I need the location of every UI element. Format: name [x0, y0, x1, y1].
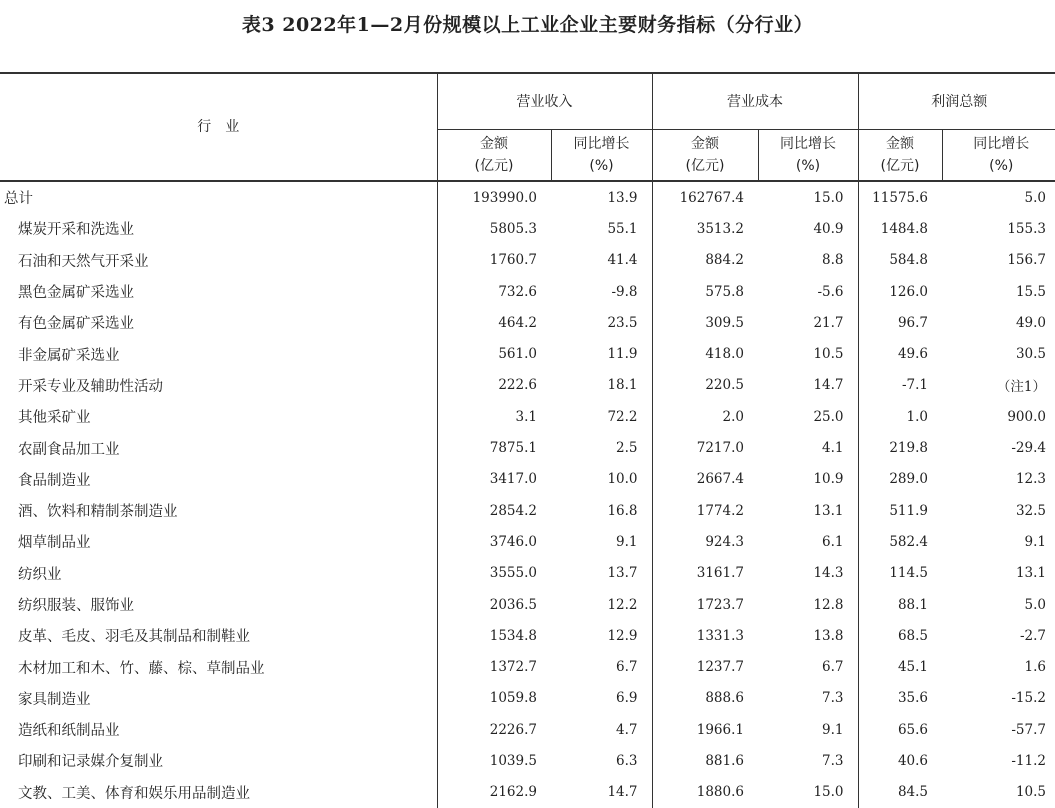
industry-name-cell: 非金属矿采选业	[0, 338, 437, 369]
financial-indicators-table	[0, 72, 1055, 808]
industry-name-cell: 印刷和记录媒介复制业	[0, 745, 437, 776]
revenue-growth-cell: 13.7	[551, 558, 652, 589]
cost-growth-cell: 9.1	[758, 714, 858, 745]
table-row	[0, 401, 1055, 432]
revenue-amount-cell: 464.2	[498, 314, 537, 331]
revenue-growth-cell: 13.9	[551, 181, 652, 213]
profit-growth-cell: -15.2	[1011, 690, 1046, 707]
table-row	[0, 683, 1055, 714]
cost-amount-cell: 7217.0	[696, 440, 744, 457]
cost-growth-cell: 10.9	[758, 464, 858, 495]
revenue-growth-cell: 41.4	[551, 245, 652, 276]
table-row	[0, 276, 1055, 307]
profit-growth-header: 同比增长 (%)	[942, 130, 1055, 182]
cost-growth-cell: 15.0	[758, 181, 858, 213]
cost-amount-cell: 1880.6	[696, 784, 744, 801]
profit-growth-cell: 155.3	[1007, 220, 1046, 237]
revenue-amount-cell: 2036.5	[489, 596, 537, 613]
profit-growth-cell: 900.0	[1007, 408, 1046, 425]
industry-name-cell: 家具制造业	[0, 683, 437, 714]
profit-amount-cell: 582.4	[889, 533, 928, 550]
industry-name-cell: 黑色金属矿采选业	[0, 276, 437, 307]
industry-header: 行 业	[0, 73, 437, 181]
table-title: 表3 2022年1—2月份规模以上工业企业主要财务指标（分行业）	[241, 14, 814, 36]
cost-amount-cell: 575.8	[705, 283, 744, 300]
table-row	[0, 307, 1055, 338]
profit-group-header: 利润总额	[858, 73, 1055, 130]
profit-growth-cell: 32.5	[1015, 502, 1046, 519]
profit-amount-cell: 289.0	[889, 471, 928, 488]
cost-growth-cell: 6.7	[758, 651, 858, 682]
revenue-amount-cell: 2226.7	[489, 721, 537, 738]
table-row	[0, 651, 1055, 682]
revenue-growth-header: 同比增长 (%)	[551, 130, 652, 182]
profit-amount-cell: 68.5	[897, 627, 928, 644]
cost-amount-cell: 3513.2	[696, 220, 744, 237]
table-row-total	[0, 181, 1055, 213]
table-row	[0, 777, 1055, 808]
cost-growth-cell: 4.1	[758, 432, 858, 463]
industry-name-cell: 农副食品加工业	[0, 432, 437, 463]
industry-name-cell: 开采专业及辅助性活动	[0, 370, 437, 401]
revenue-growth-cell: 12.2	[551, 589, 652, 620]
cost-amount-cell: 884.2	[705, 252, 744, 269]
profit-amount-cell: 126.0	[889, 283, 928, 300]
cost-group-header: 营业成本	[652, 73, 858, 130]
revenue-amount-cell: 1039.5	[489, 752, 537, 769]
revenue-growth-cell: 10.0	[551, 464, 652, 495]
table-row	[0, 495, 1055, 526]
table-row	[0, 558, 1055, 589]
profit-amount-cell: 114.5	[889, 565, 928, 582]
table-row	[0, 620, 1055, 651]
profit-growth-cell: 5.0	[1024, 596, 1046, 613]
profit-growth-cell: 13.1	[1015, 565, 1046, 582]
revenue-amount-cell: 3417.0	[489, 471, 537, 488]
cost-amount-cell: 162767.4	[679, 189, 744, 206]
industry-name-cell: 造纸和纸制品业	[0, 714, 437, 745]
revenue-growth-cell: 23.5	[551, 307, 652, 338]
profit-amount-cell: -7.1	[901, 377, 928, 394]
profit-growth-cell: -57.7	[1011, 721, 1046, 738]
cost-growth-cell: 6.1	[758, 526, 858, 557]
revenue-amount-header: 金额 (亿元)	[437, 130, 551, 182]
industry-name-cell: 其他采矿业	[0, 401, 437, 432]
cost-amount-cell: 888.6	[705, 690, 744, 707]
revenue-growth-cell: 6.3	[551, 745, 652, 776]
profit-growth-cell: （注1）	[996, 379, 1046, 396]
cost-amount-cell: 1774.2	[696, 502, 744, 519]
profit-growth-cell: 9.1	[1024, 533, 1046, 550]
profit-amount-cell: 49.6	[897, 346, 928, 363]
profit-growth-cell: -29.4	[1011, 440, 1046, 457]
table-row	[0, 213, 1055, 244]
profit-growth-cell: 12.3	[1015, 471, 1046, 488]
table-row	[0, 464, 1055, 495]
cost-growth-cell: 40.9	[758, 213, 858, 244]
profit-amount-cell: 219.8	[889, 440, 928, 457]
industry-name-cell: 食品制造业	[0, 464, 437, 495]
profit-amount-header: 金额 (亿元)	[858, 130, 942, 182]
cost-amount-cell: 2667.4	[696, 471, 744, 488]
cost-growth-cell: -5.6	[758, 276, 858, 307]
revenue-amount-cell: 561.0	[498, 346, 537, 363]
cost-growth-cell: 21.7	[758, 307, 858, 338]
profit-amount-cell: 584.8	[889, 252, 928, 269]
industry-name-cell: 烟草制品业	[0, 526, 437, 557]
industry-name-cell: 煤炭开采和洗选业	[0, 213, 437, 244]
profit-growth-cell: -2.7	[1019, 627, 1046, 644]
profit-growth-cell: 10.5	[1015, 784, 1046, 801]
cost-amount-cell: 881.6	[705, 752, 744, 769]
cost-amount-cell: 2.0	[722, 408, 744, 425]
profit-amount-cell: 511.9	[889, 502, 928, 519]
cost-amount-cell: 1237.7	[696, 659, 744, 676]
profit-amount-cell: 11575.6	[872, 189, 928, 206]
cost-growth-cell: 13.1	[758, 495, 858, 526]
profit-growth-cell: 30.5	[1015, 346, 1046, 363]
profit-amount-cell: 65.6	[897, 721, 928, 738]
profit-growth-cell: 15.5	[1015, 283, 1046, 300]
revenue-growth-cell: 6.7	[551, 651, 652, 682]
revenue-amount-cell: 222.6	[498, 377, 537, 394]
profit-amount-cell: 96.7	[897, 314, 928, 331]
cost-growth-cell: 10.5	[758, 338, 858, 369]
profit-growth-cell: 156.7	[1007, 252, 1046, 269]
profit-amount-cell: 35.6	[897, 690, 928, 707]
profit-amount-cell: 84.5	[897, 784, 928, 801]
revenue-amount-cell: 3746.0	[489, 533, 537, 550]
industry-name-cell: 文教、工美、体育和娱乐用品制造业	[0, 777, 437, 808]
cost-growth-cell: 14.3	[758, 558, 858, 589]
industry-name-cell: 酒、饮料和精制茶制造业	[0, 495, 437, 526]
industry-name-cell: 皮革、毛皮、羽毛及其制品和制鞋业	[0, 620, 437, 651]
cost-amount-header: 金额 (亿元)	[652, 130, 758, 182]
revenue-amount-cell: 2854.2	[489, 502, 537, 519]
profit-amount-cell: 1484.8	[880, 220, 928, 237]
table-row	[0, 370, 1055, 401]
table-row	[0, 432, 1055, 463]
revenue-growth-cell: 14.7	[551, 777, 652, 808]
table-header	[0, 73, 1055, 181]
revenue-growth-cell: 2.5	[551, 432, 652, 463]
table-row	[0, 245, 1055, 276]
cost-growth-cell: 25.0	[758, 401, 858, 432]
cost-growth-cell: 7.3	[758, 745, 858, 776]
table-row	[0, 526, 1055, 557]
profit-amount-cell: 40.6	[897, 752, 928, 769]
cost-growth-cell: 13.8	[758, 620, 858, 651]
revenue-amount-cell: 193990.0	[472, 189, 537, 206]
revenue-amount-cell: 3555.0	[489, 565, 537, 582]
industry-name-cell: 纺织服装、服饰业	[0, 589, 437, 620]
table-row	[0, 714, 1055, 745]
revenue-amount-cell: 7875.1	[489, 440, 537, 457]
cost-amount-cell: 3161.7	[696, 565, 744, 582]
profit-amount-cell: 45.1	[897, 659, 928, 676]
revenue-amount-cell: 1372.7	[489, 659, 537, 676]
cost-amount-cell: 1723.7	[696, 596, 744, 613]
revenue-growth-cell: 6.9	[551, 683, 652, 714]
table-row	[0, 745, 1055, 776]
profit-growth-cell: 1.6	[1024, 659, 1046, 676]
cost-amount-cell: 1966.1	[696, 721, 744, 738]
cost-growth-cell: 8.8	[758, 245, 858, 276]
cost-growth-header: 同比增长 (%)	[758, 130, 858, 182]
industry-name-cell: 总计	[0, 181, 437, 213]
industry-name-cell: 有色金属矿采选业	[0, 307, 437, 338]
profit-amount-cell: 1.0	[906, 408, 928, 425]
revenue-growth-cell: 4.7	[551, 714, 652, 745]
profit-amount-cell: 88.1	[897, 596, 928, 613]
profit-growth-cell: -11.2	[1011, 752, 1046, 769]
revenue-growth-cell: 55.1	[551, 213, 652, 244]
revenue-amount-cell: 732.6	[498, 283, 537, 300]
revenue-growth-cell: 9.1	[551, 526, 652, 557]
profit-growth-cell: 49.0	[1015, 314, 1046, 331]
revenue-group-header: 营业收入	[437, 73, 652, 130]
revenue-amount-cell: 3.1	[515, 408, 537, 425]
table-body	[0, 181, 1055, 808]
revenue-growth-cell: 18.1	[551, 370, 652, 401]
profit-growth-cell: 5.0	[1024, 189, 1046, 206]
cost-growth-cell: 15.0	[758, 777, 858, 808]
revenue-growth-cell: 12.9	[551, 620, 652, 651]
industry-name-cell: 纺织业	[0, 558, 437, 589]
table-row	[0, 589, 1055, 620]
revenue-amount-cell: 1534.8	[489, 627, 537, 644]
revenue-amount-cell: 5805.3	[489, 220, 537, 237]
revenue-growth-cell: -9.8	[551, 276, 652, 307]
revenue-growth-cell: 16.8	[551, 495, 652, 526]
industry-name-cell: 木材加工和木、竹、藤、棕、草制品业	[0, 651, 437, 682]
revenue-amount-cell: 1059.8	[489, 690, 537, 707]
cost-growth-cell: 12.8	[758, 589, 858, 620]
cost-amount-cell: 924.3	[705, 533, 744, 550]
revenue-growth-cell: 72.2	[551, 401, 652, 432]
revenue-amount-cell: 2162.9	[489, 784, 537, 801]
cost-amount-cell: 309.5	[705, 314, 744, 331]
cost-amount-cell: 220.5	[705, 377, 744, 394]
cost-growth-cell: 7.3	[758, 683, 858, 714]
revenue-growth-cell: 11.9	[551, 338, 652, 369]
cost-growth-cell: 14.7	[758, 370, 858, 401]
cost-amount-cell: 1331.3	[696, 627, 744, 644]
table-row	[0, 338, 1055, 369]
cost-amount-cell: 418.0	[705, 346, 744, 363]
industry-name-cell: 石油和天然气开采业	[0, 245, 437, 276]
revenue-amount-cell: 1760.7	[489, 252, 537, 269]
